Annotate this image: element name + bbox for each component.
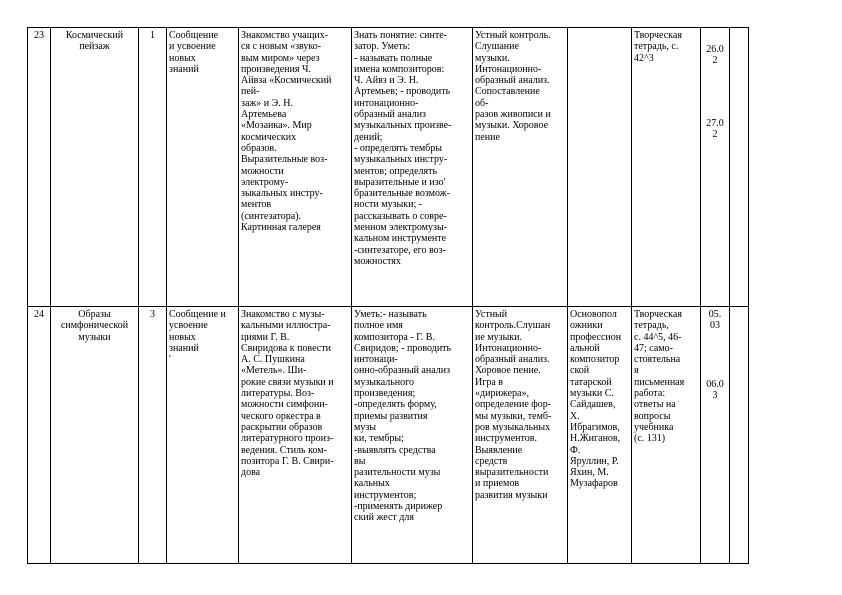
lesson-number: 23 <box>34 30 44 41</box>
lesson-type: Сообщение и усвоение новых знаний ' <box>169 309 226 366</box>
lesson-hours: 1 <box>150 30 155 41</box>
student-requirements: Знать понятие: синте- затор. Уметь: - называть полные имена композиторов: Ч. Айвз и Э. Н. Артемьев; - проводить интонационно- образный анализ музыкальных произве- дений; - определять тембры музыкальных инстру- ментов; определять выразительные и изо' бразительные возмож- ности музыки; - рассказывать о совре- менном электромузы- кальном инструменте -синтезаторе, его воз- можностях <box>354 30 452 267</box>
control-form: Устный контроль. Слушание музыки. Интонационно- образный анализ. Сопоставление об- разов живописи и музыки. Хоровое пение <box>475 30 551 143</box>
homework: Творческая тетрадь, с. 44^5, 46- 47; само- стоятельна я письменная работа: ответы на вопросы учебника (с. 131) <box>634 309 685 445</box>
planned-date: 26.0 2 <box>706 44 724 67</box>
actual-date: 06.0 3 <box>706 379 724 402</box>
lesson-number: 24 <box>34 309 44 320</box>
homework: Творческая тетрадь, с. 42^3 <box>634 30 682 64</box>
planned-date: 05. 03 <box>708 309 722 332</box>
lesson-topic: Космический пейзаж <box>65 30 124 53</box>
lesson-content: Знакомство с музы- кальными иллюстра- циями Г. В. Свиридова к повести А. С. Пушкина «Метель». Ши- рокие связи музыки и литературы. Воз- можности симфони- ческого оркестра в раскрытии образов литературного произ- ведения. Стиль ком- позитора Г. В. Свири- дова <box>241 309 334 479</box>
lesson-plan-sheet <box>27 27 749 564</box>
actual-date: 27.0 2 <box>706 118 724 141</box>
lesson-hours: 3 <box>150 309 155 320</box>
student-requirements: Уметь:- называть полное имя композитора - Г. В. Свиридов; - проводить интонаци- онно-образный анализ музыкального произведения; -определять форму, приемы развития музы ки, тембры; -выявлять средства вы разительности музы кальных инструментов; -применять дирижер ский жест для <box>354 309 452 524</box>
lesson-content: Знакомство учащих- ся с новым «звуко- вым миром» через произведения Ч. Айвза «Космический пей- заж» и Э. Н. Артемьева «Мозаика». Мир космических образов. Выразительные воз- можности электрому- зыкальных инстру- ментов (синтезатора). Картинная галерея <box>241 30 332 234</box>
lesson-type: Сообщение и усвоение новых знаний <box>169 30 219 75</box>
control-form: Устный контроль.Слушан ие музыки. Интонационно- образный анализ. Хоровое пение. Игра в «дирижера», определение фор- мы музыки, темб- ров музыкальных инструментов. Выявление средств выразительности и приемов развития музыки <box>475 309 552 501</box>
regional-component: Основопол ожники профессион альной композитор ской татарской музыки С. Сайдашев, Х. Ибрагимов, Н.Жиганов, Ф. Яруллин, Р. Яхин, М. Музафаров <box>570 309 622 490</box>
lesson-topic: Образы симфонической музыки <box>60 309 129 343</box>
